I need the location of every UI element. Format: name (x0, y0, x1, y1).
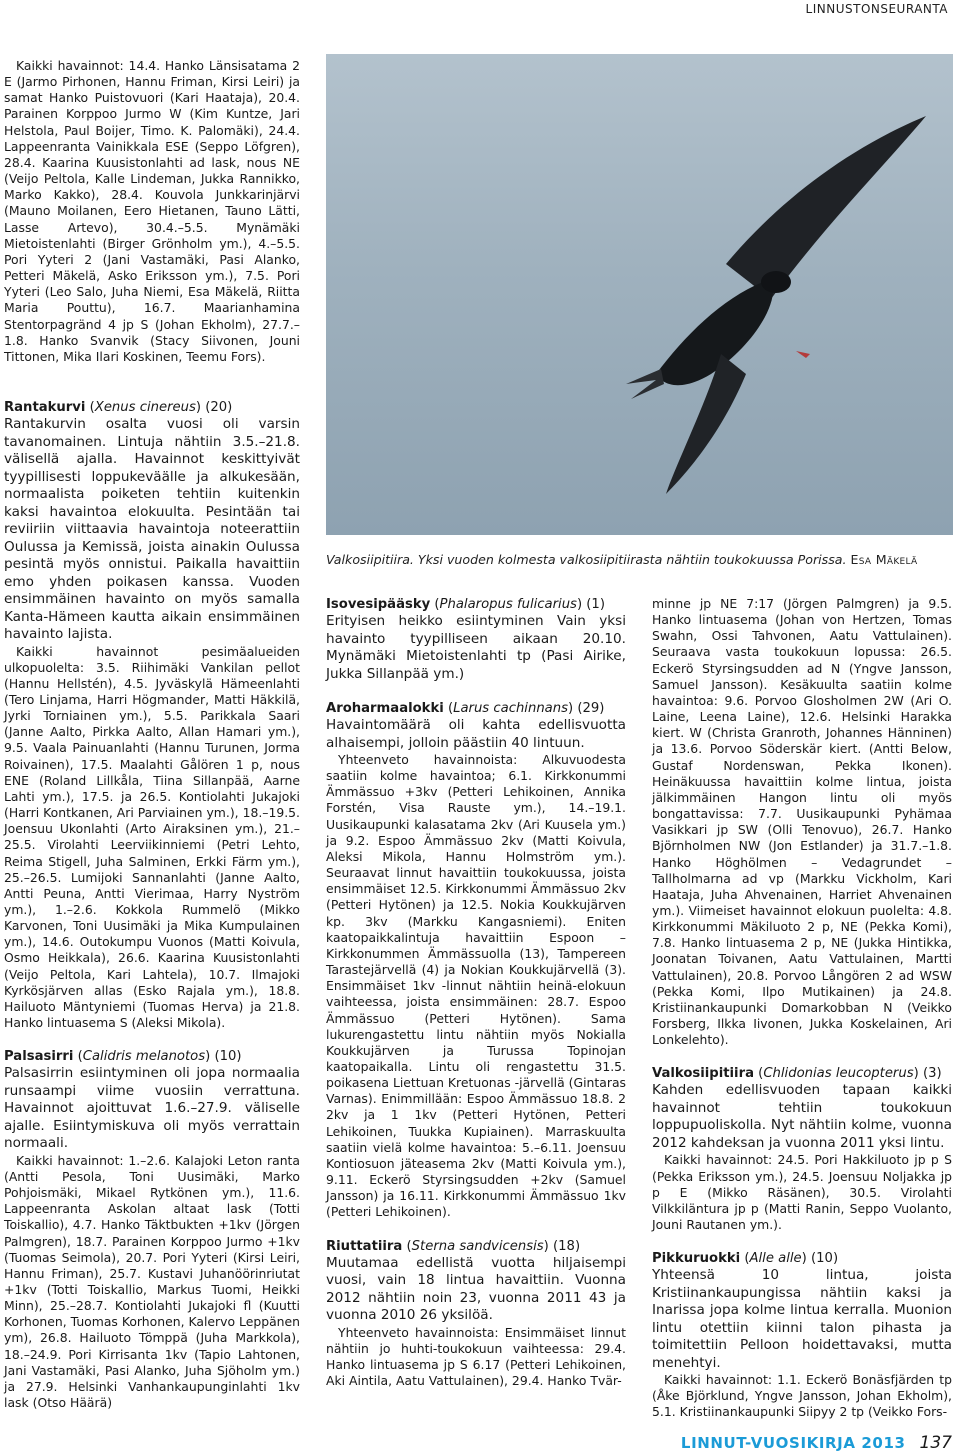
species-heading-valkosiipitiira: Valkosiipitiira (Chlidonias leucopterus) (3) (652, 1066, 942, 1082)
species-intro: Yhteensä 10 lintua, joista Kristiinankaupungissa nähtiin kaksi ja Inarissa jopa kolme lintua kerralla. Muonion lintu otettiin kiinni talon pihasta ja toimitettiin Pelloon hoidettavaksi, mutta menehtyi. (652, 1267, 952, 1371)
running-head: LINNUSTONSEURANTA (805, 2, 948, 16)
species-name: Pikkuruokki (652, 1251, 741, 1267)
species-intro: Havaintomäärä oli kahta edellisvuotta alhaisempi, jolloin päästiin 40 lintuun. (326, 717, 626, 751)
species-name: Riuttatiira (326, 1238, 403, 1254)
species-heading-isovesipaasky: Isovesipääsky (Phalaropus fulicarius) (1) (326, 597, 605, 612)
species-count: (3) (922, 1066, 942, 1082)
species-latin: Xenus cinereus (94, 400, 196, 415)
species-name: Rantakurvi (4, 400, 86, 415)
species-name: Aroharmaalokki (326, 701, 444, 716)
species-name: Palsasirri (4, 1049, 74, 1065)
journal-title: LINNUT-VUOSIKIRJA 2013 (680, 1434, 906, 1452)
species-heading-palsasirri: Palsasirri (Calidris melanotos) (10) (4, 1049, 242, 1065)
species-name: Valkosiipitiira (652, 1066, 754, 1082)
species-count: (1) (586, 597, 605, 612)
caption-text: Valkosiipitiira. Yksi vuoden kolmesta valkosiipitiirasta nähtiin toukokuussa Porissa. (326, 552, 847, 567)
left-column-top (4, 58, 300, 365)
species-intro: Rantakurvin osalta vuosi oli varsin tavanomainen. Lintuja nähtiin 3.5.–21.8. välisellä ajalla. Havainnot keskittyivät tyypillisesti loppukeväälle ja alkukesään, normaalista poiketen tehtiin kuitenkin kaksi havaintoa elokuulta. Pesintään tai reviiriin viittaavia havaintoja noteerattiin Oulussa ja Kemissä, joista ainakin Oulussa pesintä myös onnistui. Paikalla havaittiin emo yhden poikasen kanssa. Vuoden ensimmäinen havainto on myös samalla Kanta-Hämeen kautta aikain ensimmäinen havainto lajista. (4, 416, 300, 642)
flying-tern-icon (326, 54, 953, 535)
observations-paragraph: Kaikki havainnot: 24.5. Pori Hakkiluoto jp p S (Pekka Eriksson ym.), 24.5. Joensuu Noljakka jp p E (Mikko Räsänen), 30.5. Virolahti Vilkkiläntura jp p (Matti Ranin, Seppo Vuolanto, Jouni Rautanen ym.). (652, 1152, 952, 1232)
species-latin: Sterna sandvicensis (411, 1238, 544, 1254)
species-intro: Muutamaa edellistä vuotta hiljaisempi vuosi, vain 18 lintua havaittiin. Vuonna 2012 nähtiin noin 23, vuonna 2011 43 ja vuonna 2010 26 yksilöä. (326, 1254, 626, 1324)
species-count: (10) (811, 1251, 839, 1267)
page-footer (681, 1433, 952, 1453)
species-latin: Larus cachinnans (453, 701, 568, 716)
species-name: Isovesipääsky (326, 597, 431, 612)
species-intro: Palsasirrin esiintyminen oli jopa normaalia runsaampi viime vuosiin verrattuna. Havainnot ajoittuvat 1.6.–27.9. väliselle ajalle. Esiintymiskuva oli myös verrattain normaali. (4, 1065, 300, 1152)
right-column (652, 596, 952, 1421)
photo-caption (326, 552, 956, 567)
photo-credit: Esa Mäkelä (850, 552, 918, 567)
species-count: (20) (205, 400, 233, 415)
species-latin: Calidris melanotos (82, 1049, 206, 1065)
species-count: (18) (553, 1238, 581, 1254)
species-heading-riuttatiira: Riuttatiira (Sterna sandvicensis) (18) (326, 1238, 581, 1254)
species-latin: Phalaropus fulicarius (439, 597, 577, 612)
species-latin: Chlidonias leucopterus (763, 1066, 914, 1082)
observations-paragraph: Yhteenveto havainnoista: Ensimmäiset linnut nähtiin jo huhti-toukokuun vaihteessa: 29.4. Hanko lintuasema jp S 6.17 (Petteri Lehikoinen, Aki Aintila, Aatu Vattulainen), 29.4. Hanko Tvär- (326, 1324, 626, 1388)
species-count: (10) (214, 1049, 242, 1065)
observations-paragraph-continued: minne jp NE 7:17 (Jörgen Palmgren) ja 9.5. Hanko lintuasema (Johan von Hertzen, Tomas Swahn, Ossi Tahvonen, Aatu Vattulainen). Seuraava vasta toukokuun lopussa: 26.5. Eckerö Styrsingsudden ad N (Yngve Jansson, Samuel Jansson). Kesäkuulta saatiin kolme havaintoa: 9.6. Porvoo Glosholmen 2W (Ari O. Laine, Leena Laine), 12.6. Helsinki Harakka kiert. W (Christa Granroth, Johannes Hänninen) ja 13.6. Porvoo Söderskär kiert. (Antti Below, Gustaf Nordenswan, Pekka Ikonen). Heinäkuussa havaittiin kolme lintua, joista jälkimmäinen Hangon lintu oli myös bongattavissa: 7.7. Uusikaupunki Pyhämaa Vasikkari jp SW (Olli Tenovuo), 26.7. Hanko Björnholmen NW (Jon Estlander) ja 31.7.–1.8. Hanko Höghölmen – Vedagrundet – Tallholmarna ad vp (Markku Vickholm, Kari Haataja, Juha Ahvenainen, Harriet Ahvenainen ym.). Viimeiset havainnot elokuun puolelta: 4.8. Kirkkonummi Mäkiluoto 2 p, NE (Pekka Komi), 7.8. Hanko lintuasema 2 p, NE (Jukka Hintikka, Joonatan Toivanen, Aatu Vattulainen, Martti Vattulainen), 20.8. Porvoo Långören 2 ad WSW (Pekka Komi, Ilpo Mutikainen) ja 24.8. Kristiinankaupunki Domarkobban N (Veikko Forsberg, Ilkka Iivonen, Jukka Koskelainen, Ari Lonkelehto). (652, 596, 952, 1048)
species-intro: Erityisen heikko esiintyminen Vain yksi havainto tyypilliseen aikaan 20.10. Mynämäki Mietoistenlahti tp (Pasi Airike, Jukka Sillanpää ym.) (326, 613, 626, 682)
observations-paragraph: Kaikki havainnot pesimäalueiden ulkopuolelta: 3.5. Riihimäki Vankilan pellot (Hannu Hellstén), 4.5. Jyväskylä Hämeenlahti (Tero Linjama, Harri Högmander, Matti Häkkilä, Jyrki Torniainen ym.), 5.5. Parikkala Saari (Janne Aalto, Pirkka Aalto, Allan Hamari ym.), 9.5. Vaala Painuanlahti (Hannu Turunen, Jorma Roivainen), 17.5. Maalahti Gålören 1 p, nous ENE (Roland Lillkåla, Tiina Sillanpää, Aarne Lahti ym.), 17.5. ja 26.5. Kontiolahti Jukajoki (Harri Kontkanen, Ari Parviainen ym.), 18.–19.5. Joensuu Ukonlahti (Arto Airaksinen ym.), 21.–25.5. Virolahti Leerviikinniemi (Petri Lehto, Reima Stigell, Juha Salminen, Erkki Färm ym.), 25.–26.5. Lumijoki Sannanlahti (Janne Aalto, Antti Peuna, Antti Vierimaa, Harry Nyström ym.), 1.–2.6. Kokkola Rummelö (Mikko Karvonen, Toni Uusimäki ja Mika Kumpulainen ym.), 14.6. Outokumpu Vuonos (Matti Koivula, Osmo Heikkala), 26.6. Kaarina Kuusistonlahti (Veijo Peltola, Kari Lahtela), 10.7. Ilmajoki Kyrkösjärven allas (Esko Rajala ym.), 18.8. Hailuoto Mäntyniemi (Tuomas Herva) ja 21.8. Hanko lintuasema S (Aleksi Mikola). (4, 643, 300, 1031)
page-number: 137 (919, 1433, 952, 1453)
species-intro: Kahden edellisvuoden tapaan kaikki havainnot tehtiin toukokuun loppupuoliskolla. Nyt nähtiin kolme, vuonna 2012 kahdeksan ja vuonna 2011 yksi lintu. (652, 1082, 952, 1151)
bird-photo (326, 54, 953, 535)
observations-paragraph: Yhteenveto havainnoista: Alkuvuodesta saatiin kolme havaintoa; 6.1. Kirkkonummi Ämmässuo +3kv (Petteri Lehikoinen, Annika Forstén, Visa Rauste ym.), 14.–19.1. Uusikaupunki kalasatama 2kv (Ari Kuusela ym.) ja 9.2. Espoo Ämmässuo 2kv (Matti Koivula, Aleksi Mikola, Hannu Holmström ym.). Seuraavat linnut havaittiin toukokuussa, joista ensimmäiset 12.5. Kirkkonummi Ämmässuo 2kv (Petteri Hytönen) ja 12.5. Nokia Koukkujärven kp. 3kv (Markku Kangasniemi). Eniten kaatopaikkalintuja havaittiin Espoon – Kirkkonummen Ämmässuolla (13), Tampereen Tarastejärvellä (4) ja Nokian Koukkujärvellä (3). Ensimmäiset 1kv -linnut nähtiin heinä-elokuun vaihteessa, joista ensimmäinen: 28.7. Espoo Ämmässuo (Petteri Hytönen). Sama lukurengastettu lintu nähtiin myös Nokialla Koukkujärven ja Turussa Topinojan kaatopaikalla. Lintu oli rengastettu 31.5. poikasena Liettuan Kretuonas -järvellä (Gintaras Varnas). Enimmillään: Espoo Ämmässuo 18.8. 2 2kv ja 1 1kv (Petteri Hytönen, Petteri Lehikoinen, Tuukka Kupiainen). Marraskuulta saatiin vielä kolme havaintoa: 5.–6.11. Joensuu Kontiosuon jäteasema 2kv (Matti Koivula ym.), 9.11. Eckerö Styrsingsudden +2kv (Samuel Jansson) ja 16.11. Kirkkonummi Ämmässuo 1kv (Petteri Lehikoinen). (326, 752, 626, 1220)
species-heading-aroharmaalokki: Aroharmaalokki (Larus cachinnans) (29) (326, 701, 605, 716)
species-heading-rantakurvi: Rantakurvi (Xenus cinereus) (20) (4, 400, 233, 415)
species-heading-pikkuruokki: Pikkuruokki (Alle alle) (10) (652, 1251, 839, 1267)
observations-paragraph: Kaikki havainnot: 1.1. Eckerö Bonäsfjärden tp (Åke Björklund, Yngve Jansson, Johan Ekholm), 5.1. Kristiinankaupunki Siipyy 2 tp (Veikko Fors- (652, 1372, 952, 1420)
species-latin: Alle alle (749, 1251, 802, 1267)
observations-paragraph: Kaikki havainnot: 1.–2.6. Kalajoki Leton ranta (Antti Pesola, Toni Uusimäki, Marko Pohjoismäki, Mikael Rytkönen ym.), 11.6. Lappeenranta Askolan altaat lask (Totti Toiskallio), 4.7. Hanko Täktbukten +1kv (Jörgen Palmgren), 18.7. Parainen Korppoo Jurmo +1kv (Tuomas Seimola), 20.7. Pori Yyteri (Kirsi Leiri, Hannu Friman), 25.7. Kustavi Juhanöörinriutat +1kv (Totti Toiskallio, Markus Tuomi, Heikki Minn), 25.–28.7. Kontiolahti Jukajoki fl (Kuutti Korhonen, Tuomas Korhonen, Kalervo Leppänen ym), 26.8. Hailuoto Tömppä (Juha Markkola), 18.–24.9. Pori Kirrisanta 1kv (Tapio Lahtonen, Jani Vastamäki, Pasi Alanko, Juha Sjöholm ym.) ja 27.9. Helsinki Vanhankaupunginlahti 1kv lask (Otso Häärä) (4, 1152, 300, 1411)
middle-column (326, 596, 626, 1389)
observations-paragraph: Kaikki havainnot: 14.4. Hanko Länsisatama 2 E (Jarmo Pirhonen, Hannu Friman, Kirsi Leiri) ja samat Hanko Puistovuori (Kari Haataja), 20.4. Parainen Korppoo Jurmo W (Kim Kuntze, Jari Helstola, Paul Boijer, Timo. K. Palomäki), 24.4. Lappeenranta Vainikkala ESE (Seppo Löfgren), 28.4. Kaarina Kuusistonlahti ad lask, nous NE (Veijo Peltola, Kalle Lindeman, Jukka Rannikko, Marko Kakko), 28.4. Kouvola Junkkarinjärvi (Mauno Moilanen, Eero Hietanen, Tauno Lätti, Lasse Artevo), 30.4.–5.5. Mynämäki Mietoistenlahti (Birger Grönholm ym.), 4.–5.5. Pori Yyteri 2 (Jani Vastamäki, Pasi Alanko, Petteri Mäkelä, Asko Eriksson ym.), 7.5. Pori Yyteri (Leo Salo, Juha Niemi, Esa Mäkelä, Riitta Maria Pouttu), 16.7. Maarianhamina Stentorpagränd 4 jp S (Johan Ekholm), 27.7.–1.8. Hanko Svanvik (Stacy Siivonen, Jouni Tittonen, Mika Ilari Koskinen, Teemu Fors). (4, 58, 300, 364)
left-column-bottom (4, 399, 300, 1411)
species-count: (29) (577, 701, 605, 716)
